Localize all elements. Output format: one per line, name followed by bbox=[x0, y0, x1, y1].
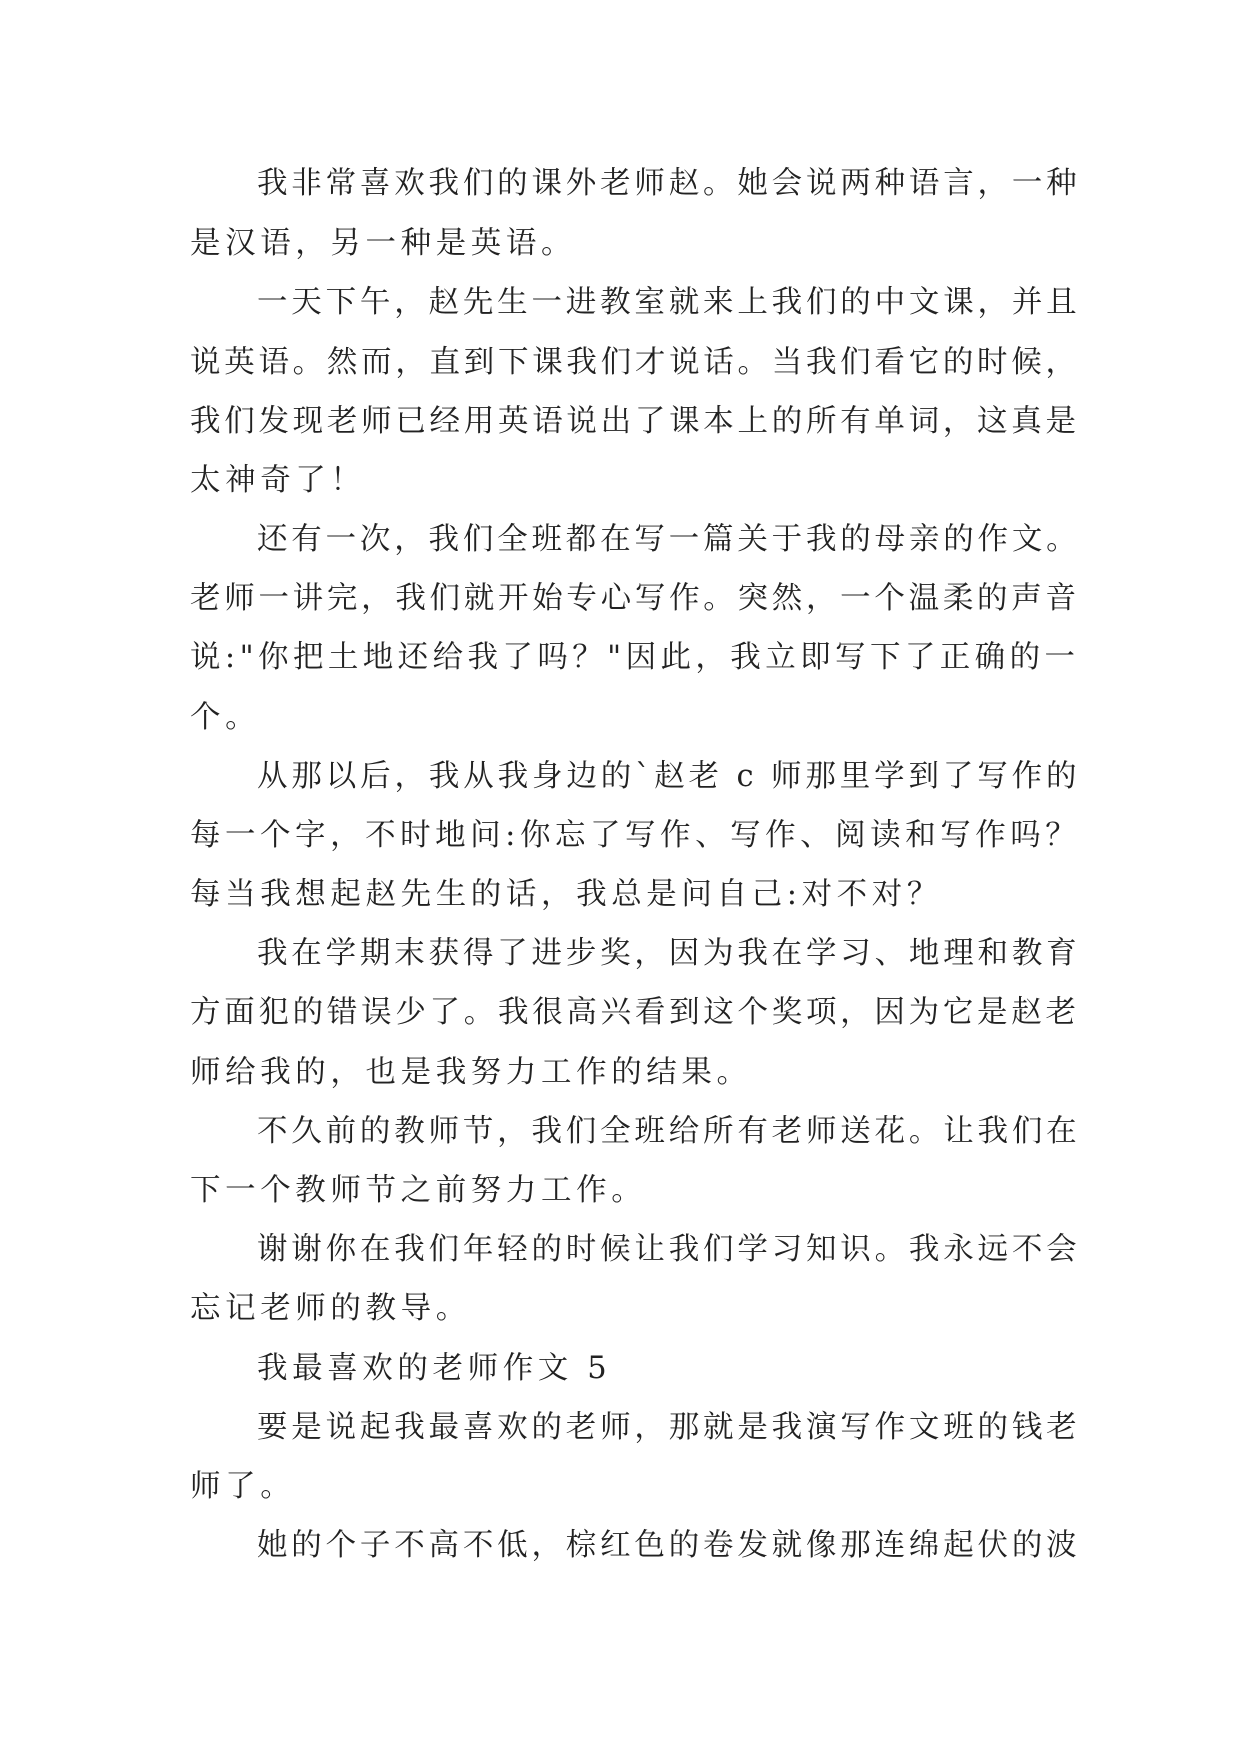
text-line-4: 说英语。然而，直到下课我们才说话。当我们看它的时候， bbox=[190, 345, 1080, 380]
text-line-8: 老师一讲完，我们就开始专心写作。突然，一个温柔的声音 bbox=[190, 581, 1080, 616]
text-line-13: 每当我想起赵先生的话，我总是问自己:对不对？ bbox=[190, 877, 942, 912]
text-line-22: 要是说起我最喜欢的老师，那就是我演写作文班的钱老 bbox=[257, 1410, 1081, 1445]
text-line-23: 师了。 bbox=[190, 1469, 296, 1504]
text-line-15: 方面犯的错误少了。我很高兴看到这个奖项，因为它是赵老 bbox=[190, 995, 1080, 1030]
text-line-11: 从那以后，我从我身边的`赵老 c 师那里学到了写作的 bbox=[257, 759, 1081, 794]
text-line-7: 还有一次，我们全班都在写一篇关于我的母亲的作文。 bbox=[257, 522, 1081, 557]
text-line-12: 每一个字，不时地问:你忘了写作、写作、阅读和写作吗？ bbox=[190, 818, 1081, 853]
text-line-2: 是汉语，另一种是英语。 bbox=[190, 226, 577, 261]
text-line-19: 谢谢你在我们年轻的时候让我们学习知识。我永远不会 bbox=[257, 1232, 1081, 1267]
text-line-10: 个。 bbox=[190, 700, 261, 735]
text-line-20: 忘记老师的教导。 bbox=[190, 1291, 471, 1326]
text-line-24: 她的个子不高不低，棕红色的卷发就像那连绵起伏的波 bbox=[257, 1528, 1081, 1563]
text-line-6: 太神奇了！ bbox=[190, 463, 366, 498]
text-line-18: 下一个教师节之前努力工作。 bbox=[190, 1173, 647, 1208]
text-line-3: 一天下午，赵先生一进教室就来上我们的中文课，并且 bbox=[257, 285, 1081, 320]
text-line-14: 我在学期末获得了进步奖，因为我在学习、地理和教育 bbox=[257, 936, 1081, 971]
text-line-9: 说:"你把土地还给我了吗？"因此，我立即写下了正确的一 bbox=[190, 640, 1080, 675]
text-line-17: 不久前的教师节，我们全班给所有老师送花。让我们在 bbox=[257, 1114, 1081, 1149]
text-line-16: 师给我的，也是我努力工作的结果。 bbox=[190, 1055, 752, 1090]
section-heading: 我最喜欢的老师作文 5 bbox=[257, 1351, 612, 1386]
text-line-1: 我非常喜欢我们的课外老师赵。她会说两种语言，一种 bbox=[257, 166, 1081, 201]
text-line-5: 我们发现老师已经用英语说出了课本上的所有单词，这真是 bbox=[190, 404, 1080, 439]
